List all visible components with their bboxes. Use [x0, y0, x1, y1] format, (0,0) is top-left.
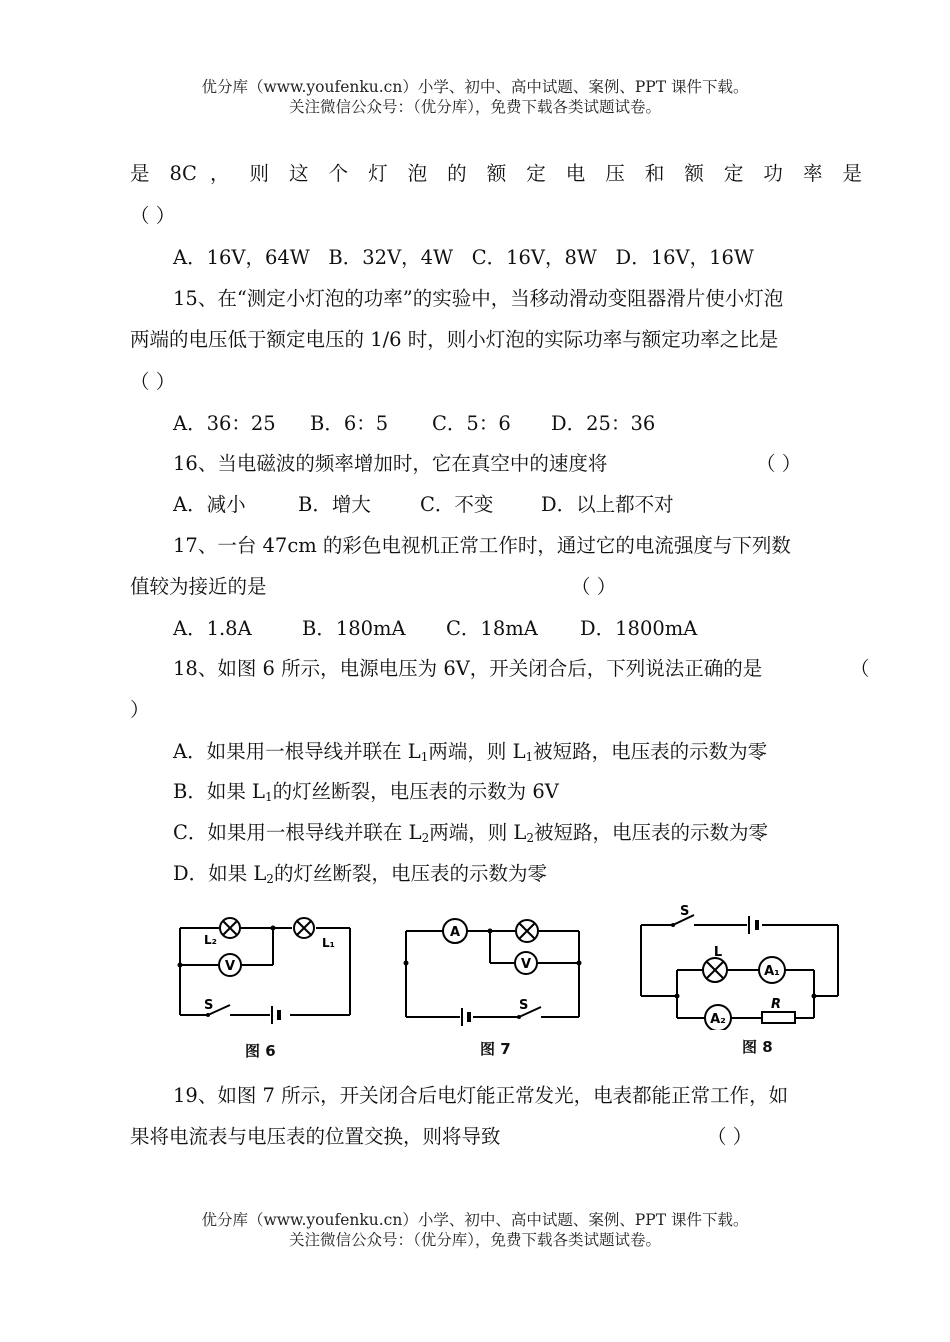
q16-option-c: C．不变 [420, 493, 494, 516]
q15-option-c: C．5：6 [432, 412, 511, 435]
q15-option-a: A．36：25 [173, 412, 276, 435]
page-header [0, 77, 950, 117]
figure-7-circuit [398, 905, 588, 1030]
lamp-l1-icon [294, 918, 314, 938]
header-line-1: 优分库（www.youfenku.cn）小学、初中、高中试题、案例、PPT 课件下载。 [201, 78, 749, 96]
label-l1: L₁ [322, 936, 335, 950]
q17-option-d: D．1800mA [580, 617, 698, 640]
junction-dot [577, 961, 582, 966]
junction-dot [404, 961, 409, 966]
page-footer [0, 1210, 950, 1250]
header-line-2: 关注微信公众号：（优分库），免费下载各类试题试卷。 [288, 98, 661, 116]
voltmeter-label: V [224, 959, 236, 974]
q18-option-b: B．如果 $L_1$的灯丝断裂，电压表的示数为 6V [173, 780, 559, 804]
lamp-icon [516, 920, 538, 942]
q14-continuation: 是 8C ， 则 这 个 灯 泡 的 额 定 电 压 和 额 定 功 率 是 [130, 162, 862, 185]
q16-option-d: D．以上都不对 [541, 493, 674, 516]
q17-line-2: 值较为接近的是 [130, 575, 267, 598]
label-l: L [713, 945, 723, 960]
q17-paren: （ ） [571, 575, 617, 598]
lamp-l2-icon [220, 918, 240, 938]
ammeter-label: A [449, 925, 461, 940]
voltmeter-label: V [520, 957, 532, 972]
figure-8-circuit [632, 898, 847, 1030]
q14-options: A．16V，64W B．32V，4W C．16V，8W D．16V，16W [173, 246, 754, 269]
q18-option-d: D．如果 $L_2$的灯丝断裂，电压表的示数为零 [173, 862, 547, 886]
q19-paren: （ ） [707, 1125, 753, 1148]
label-r: R [770, 997, 782, 1012]
q17-option-c: C．18mA [446, 617, 538, 640]
q17-option-a: A．1.8A [173, 617, 252, 640]
junction-dot [812, 994, 817, 999]
figure-7-caption: 图 7 [480, 1040, 511, 1058]
junction-dot [675, 994, 680, 999]
q15-option-d: D．25：36 [551, 412, 656, 435]
figure-6-caption: 图 6 [245, 1042, 276, 1060]
footer-line-2: 关注微信公众号：（优分库），免费下载各类试题试卷。 [288, 1231, 661, 1249]
q19-line-2: 果将电流表与电压表的位置交换，则将导致 [130, 1125, 501, 1148]
q18-paren-close: ） [130, 698, 150, 721]
switch-pivot [206, 1013, 210, 1017]
figure-8-caption: 图 8 [742, 1038, 773, 1056]
q18-line-1: 18、如图 6 所示，电源电压为 6V，开关闭合后，下列说法正确的是 [173, 657, 763, 680]
junction-dot [271, 926, 276, 931]
footer-line-1: 优分库（www.youfenku.cn）小学、初中、高中试题、案例、PPT 课件下载。 [201, 1211, 749, 1229]
junction-dot [488, 929, 493, 934]
q16-option-a: A．减小 [173, 493, 246, 516]
label-l2: L₂ [204, 933, 217, 947]
q15-line-1: 15、在“测定小灯泡的功率”的实验中，当移动滑动变阻器滑片使小灯泡 [173, 287, 784, 310]
q14-paren: （ ） [130, 204, 176, 227]
q18-option-a: A．如果用一根导线并联在 $L_1$两端，则 $L_1$被短路，电压表的示数为零 [173, 740, 768, 764]
q16-paren: （ ） [756, 452, 802, 475]
lamp-icon [703, 958, 727, 982]
switch-pivot [517, 1015, 521, 1019]
ammeter-a2-label: A₂ [710, 1012, 726, 1027]
q15-line-2: 两端的电压低于额定电压的 1/6 时，则小灯泡的实际功率与额定功率之比是 [130, 328, 779, 351]
switch-pivot [671, 923, 675, 927]
q17-option-b: B．180mA [302, 617, 406, 640]
q18-option-c: C．如果用一根导线并联在 $L_2$两端，则 $L_2$被短路，电压表的示数为零 [173, 821, 769, 845]
q18-paren-open: （ [850, 657, 870, 680]
ammeter-a1-label: A₁ [764, 964, 780, 979]
q19-line-1: 19、如图 7 所示，开关闭合后电灯能正常发光，电表都能正常工作，如 [173, 1084, 789, 1107]
q17-line-1: 17、一台 47cm 的彩色电视机正常工作时，通过它的电流强度与下列数 [173, 534, 791, 557]
label-switch: S [680, 904, 690, 919]
label-switch: S [204, 998, 214, 1013]
resistor-icon [762, 1012, 795, 1023]
q15-paren: （ ） [130, 370, 176, 393]
q15-option-b: B．6：5 [310, 412, 389, 435]
q16-line-1: 16、当电磁波的频率增加时，它在真空中的速度将 [173, 452, 608, 475]
junction-dot [178, 963, 183, 968]
figure-6-circuit [172, 905, 362, 1030]
label-switch: S [519, 998, 529, 1013]
q16-option-b: B．增大 [298, 493, 371, 516]
